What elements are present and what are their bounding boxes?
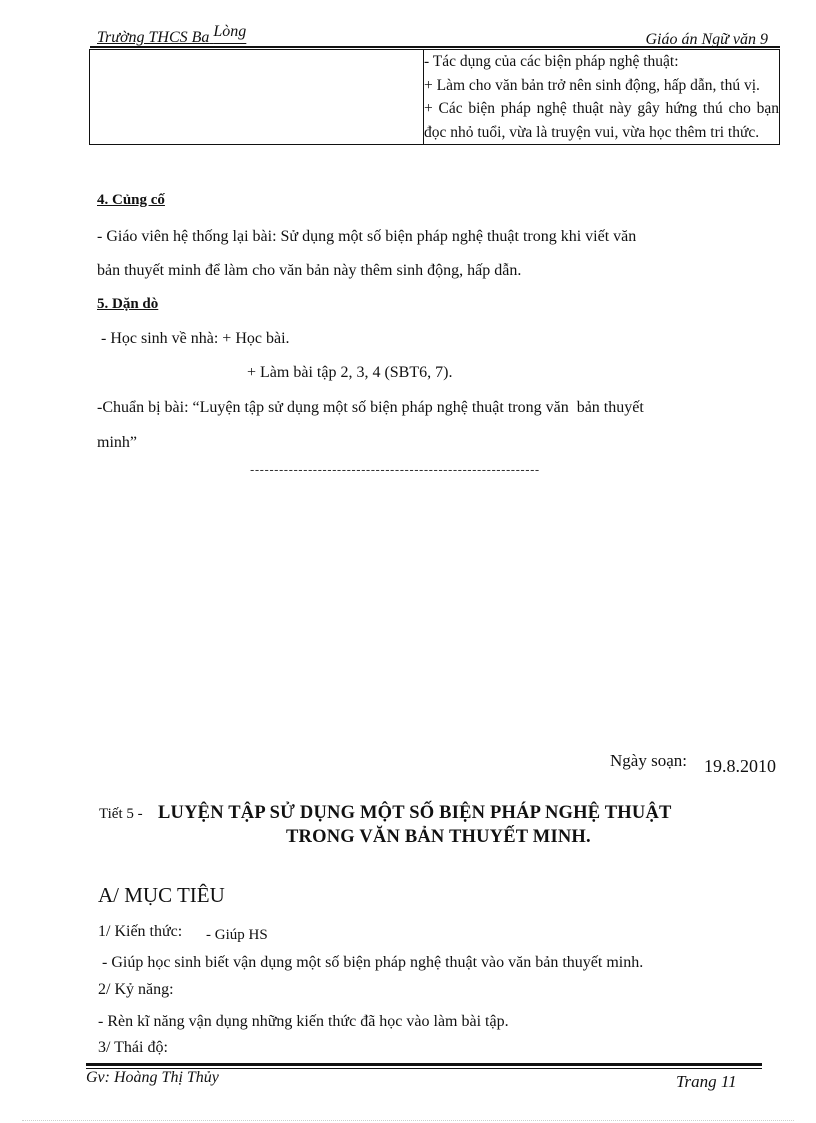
objectives-heading: A/ MỤC TIÊU (98, 883, 225, 907)
section5-line: - Học sinh về nhà: + Học bài. (97, 330, 290, 347)
skill-label: 2/ Kỷ năng: (98, 981, 174, 998)
knowledge-label: 1/ Kiến thức: (98, 923, 183, 940)
table-line: + Các biện pháp nghệ thuật này gây hứng thú cho bạn đọc nhỏ tuổi, vừa là truyện vui, vừa học thêm tri thức. (424, 100, 779, 141)
lesson-table (89, 49, 780, 145)
footer-teacher: Gv: Hoàng Thị Thủy (86, 1069, 219, 1086)
header-rule (90, 46, 780, 48)
lesson-number: Tiết 5 - (99, 806, 143, 822)
section5-line: minh” (97, 434, 137, 451)
header-subject: Giáo án Ngữ văn 9 (645, 31, 768, 48)
attitude-label: 3/ Thái độ: (98, 1039, 168, 1056)
section4-heading: 4. Củng cố (97, 192, 165, 208)
section5-line: -Chuẩn bị bài: “Luyện tập sử dụng một số biện pháp nghệ thuật trong văn bản thuyết (97, 399, 644, 416)
date-label: Ngày soạn: (610, 751, 687, 770)
lesson-title-line2: TRONG VĂN BẢN THUYẾT MINH. (286, 827, 591, 847)
section4-line: bản thuyết minh để làm cho văn bản này thêm sinh động, hấp dẫn. (97, 262, 522, 279)
table-line: + Làm cho văn bản trở nên sinh động, hấp dẫn, thú vị. (424, 76, 760, 94)
page-edge (22, 1120, 794, 1121)
header-school: Trường THCS Ba Lòng (97, 23, 247, 46)
separator: ------------------------------------------------------------ (250, 462, 540, 477)
knowledge-line: - Giúp học sinh biết vận dụng một số biện pháp nghệ thuật vào văn bản thuyết minh. (98, 954, 644, 971)
skill-line: - Rèn kĩ năng vận dụng những kiến thức đã học vào làm bài tập. (98, 1013, 509, 1030)
header-school-sup: Lòng (213, 23, 247, 40)
section5-line: + Làm bài tập 2, 3, 4 (SBT6, 7). (247, 364, 453, 381)
section4-line: - Giáo viên hệ thống lại bài: Sử dụng một số biện pháp nghệ thuật trong khi viết văn (97, 228, 637, 245)
table-cell-right (424, 50, 780, 145)
table-row (90, 50, 780, 145)
date-value: 19.8.2010 (704, 756, 776, 776)
table-line: - Tác dụng của các biện pháp nghệ thuật: (424, 53, 679, 70)
knowledge-value: - Giúp HS (206, 927, 268, 943)
section5-heading: 5. Dặn dò (97, 296, 159, 312)
table-cell-left (90, 50, 424, 145)
footer-rule (86, 1063, 762, 1066)
footer-page-number: Trang 11 (676, 1072, 737, 1091)
lesson-title: LUYỆN TẬP SỬ DỤNG MỘT SỐ BIỆN PHÁP NGHỆ THUẬT (158, 803, 672, 823)
